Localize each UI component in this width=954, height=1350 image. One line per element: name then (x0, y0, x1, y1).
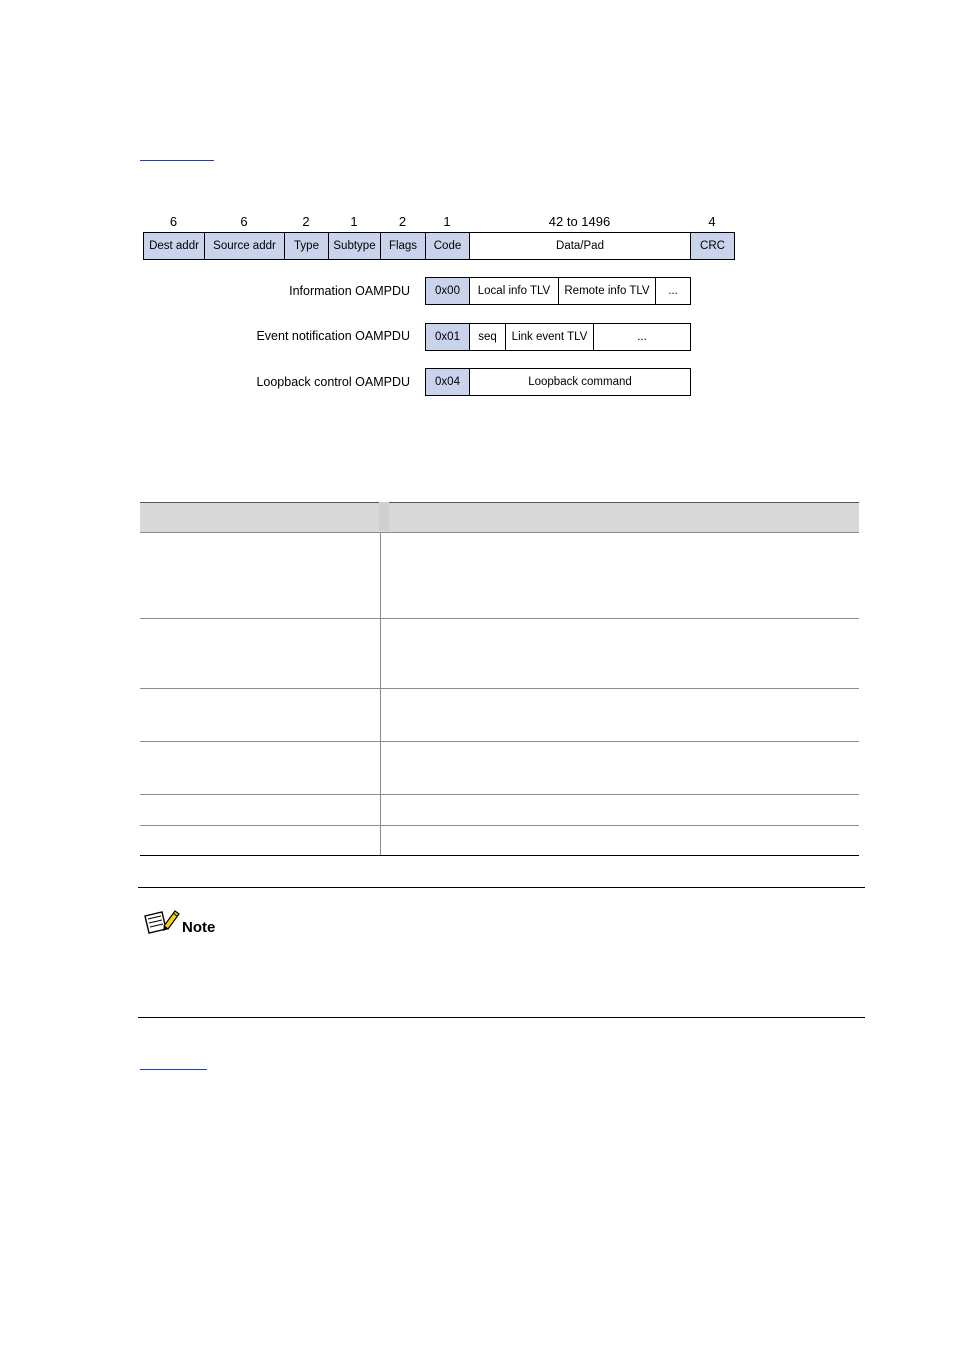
size-source-addr: 6 (240, 214, 248, 229)
information-oampdu-label: Information OAMPDU (289, 284, 410, 298)
size-flags: 2 (398, 214, 407, 229)
table-row-divider (140, 688, 859, 689)
table-header-row (140, 502, 859, 532)
table-row-divider (140, 741, 859, 742)
event-ellipsis-cell: ... (593, 323, 691, 351)
table-bottom-border (140, 855, 859, 856)
note-pencil-icon (142, 907, 180, 942)
local-info-tlv-cell: Local info TLV (469, 277, 559, 305)
field-crc: CRC (690, 232, 735, 260)
field-type: Type (284, 232, 329, 260)
field-flags: Flags (380, 232, 426, 260)
field-description-table (140, 502, 859, 856)
field-code: Code (425, 232, 470, 260)
table-column-divider (380, 532, 381, 855)
size-code: 1 (443, 214, 451, 229)
loopback-code-cell: 0x04 (425, 368, 470, 396)
table-row-divider (140, 532, 859, 533)
link-event-tlv-cell: Link event TLV (505, 323, 594, 351)
field-subtype: Subtype (328, 232, 381, 260)
table-row-divider (140, 825, 859, 826)
field-dest-addr: Dest addr (143, 232, 205, 260)
note-bottom-rule (138, 1017, 865, 1018)
size-data-pad: 42 to 1496 (548, 214, 611, 229)
size-type: 2 (302, 214, 310, 229)
table-reference-link[interactable] (140, 1069, 207, 1070)
oampdu-format-diagram (0, 0, 954, 420)
field-source-addr: Source addr (204, 232, 285, 260)
note-top-rule (138, 887, 865, 888)
loopback-control-oampdu-label: Loopback control OAMPDU (256, 375, 410, 389)
size-dest-addr: 6 (169, 214, 178, 229)
table-row-divider (140, 794, 859, 795)
event-code-cell: 0x01 (425, 323, 470, 351)
field-data-pad: Data/Pad (469, 232, 691, 260)
note-label: Note (182, 919, 216, 936)
size-crc: 4 (708, 214, 716, 229)
size-subtype: 1 (350, 214, 358, 229)
seq-cell: seq (469, 323, 506, 351)
table-row-divider (140, 618, 859, 619)
information-ellipsis-cell: ... (655, 277, 691, 305)
event-notification-oampdu-label: Event notification OAMPDU (256, 329, 410, 343)
table-header-divider (379, 502, 389, 531)
information-code-cell: 0x00 (425, 277, 470, 305)
remote-info-tlv-cell: Remote info TLV (558, 277, 656, 305)
loopback-command-cell: Loopback command (469, 368, 691, 396)
